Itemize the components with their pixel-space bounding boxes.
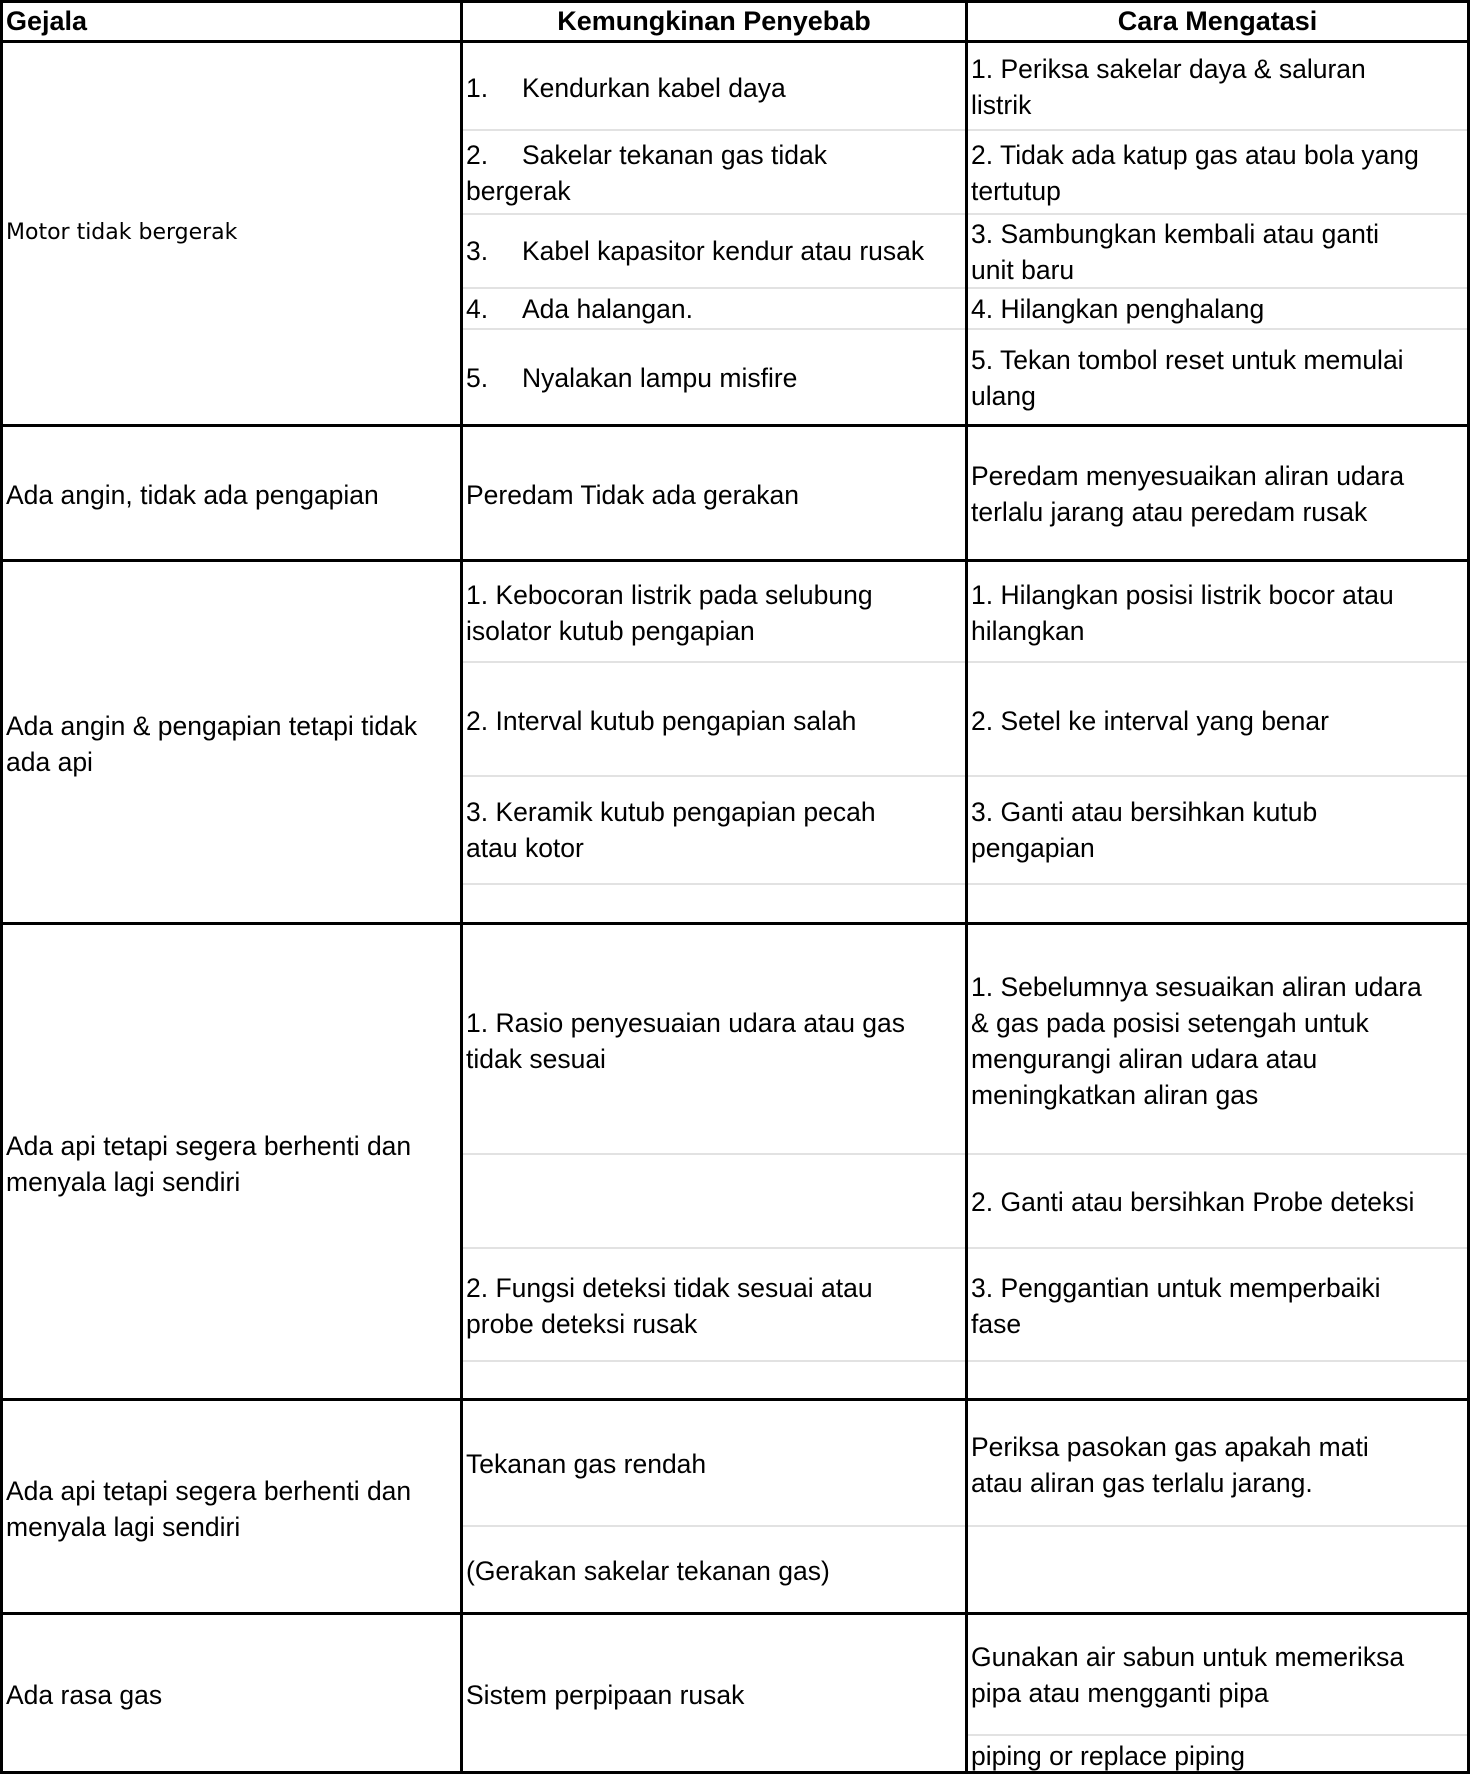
header-remedy: Cara Mengatasi [1117, 6, 1318, 36]
cause-text: 1. Rasio penyesuaian udara atau gas [466, 1008, 906, 1038]
cause-text: 1. Kebocoran listrik pada selubung [466, 580, 873, 610]
header-cause: Kemungkinan Penyebab [557, 6, 871, 36]
remedy-text: unit baru [971, 255, 1075, 285]
cause-text: Ada halangan. [522, 294, 693, 324]
remedy-text: 1. Periksa sakelar daya & saluran [971, 54, 1366, 84]
remedy-text: pengapian [971, 833, 1095, 863]
cause-text: 3. Keramik kutub pengapian pecah [466, 797, 876, 827]
table-border [0, 424, 1470, 427]
remedy-text: & gas pada posisi setengah untuk [971, 1008, 1369, 1038]
cause-text: 2. Fungsi deteksi tidak sesuai atau [466, 1273, 873, 1303]
symptom-cell: ada api [6, 747, 93, 777]
remedy-text: atau aliran gas terlalu jarang. [971, 1468, 1313, 1498]
cause-text: Tekanan gas rendah [466, 1449, 707, 1479]
remedy-text: pipa atau mengganti pipa [971, 1678, 1269, 1708]
cause-item [466, 70, 786, 106]
symptom-cell: Motor tidak bergerak [6, 220, 238, 245]
remedy-text: Gunakan air sabun untuk memeriksa [971, 1642, 1405, 1672]
cause-item [466, 233, 924, 269]
remedy-text: 2. Tidak ada katup gas atau bola yang [971, 140, 1419, 170]
cause-item [466, 360, 797, 396]
symptom-cell: Ada angin & pengapian tetapi tidak [6, 711, 418, 741]
gridline [968, 1734, 1468, 1736]
cause-text: bergerak [466, 176, 571, 206]
cause-text: (Gerakan sakelar tekanan gas) [466, 1556, 830, 1586]
table-border [0, 1398, 1470, 1401]
table-border [0, 922, 1470, 925]
cause-item [466, 291, 693, 327]
remedy-text: 3. Sambungkan kembali atau ganti [971, 219, 1380, 249]
cause-text: isolator kutub pengapian [466, 616, 755, 646]
symptom-cell: menyala lagi sendiri [6, 1512, 241, 1542]
table-border [0, 1612, 1470, 1615]
cause-text: tidak sesuai [466, 1044, 606, 1074]
symptom-cell: Ada angin, tidak ada pengapian [6, 480, 379, 510]
table-border [0, 1771, 1470, 1774]
cause-text: 2. Interval kutub pengapian salah [466, 706, 857, 736]
remedy-text: listrik [971, 90, 1032, 120]
remedy-text: 1. Sebelumnya sesuaikan aliran udara [971, 972, 1422, 1002]
cause-text: probe deteksi rusak [466, 1309, 698, 1339]
cause-text: Sakelar tekanan gas tidak [522, 140, 827, 170]
cause-text: Sistem perpipaan rusak [466, 1680, 745, 1710]
remedy-text: 2. Setel ke interval yang benar [971, 706, 1329, 736]
cause-item [466, 137, 827, 173]
table-border [0, 0, 3, 1774]
remedy-text: meningkatkan aliran gas [971, 1080, 1259, 1110]
table-border [1467, 0, 1470, 1774]
remedy-text: Peredam menyesuaikan aliran udara [971, 461, 1405, 491]
remedy-text: 1. Hilangkan posisi listrik bocor atau [971, 580, 1394, 610]
remedy-text: Periksa pasokan gas apakah mati [971, 1432, 1369, 1462]
table-border [965, 0, 968, 1774]
symptom-cell: Ada api tetapi segera berhenti dan [6, 1476, 412, 1506]
remedy-text: ulang [971, 381, 1036, 411]
remedy-text: terlalu jarang atau peredam rusak [971, 497, 1368, 527]
symptom-cell: Ada rasa gas [6, 1680, 163, 1710]
cause-number: 3. [466, 236, 489, 266]
table-border [460, 0, 463, 1774]
remedy-text: 4. Hilangkan penghalang [971, 294, 1265, 324]
remedy-text: 3. Ganti atau bersihkan kutub [971, 797, 1318, 827]
remedy-text: 3. Penggantian untuk memperbaiki [971, 1273, 1381, 1303]
cause-number: 4. [466, 294, 489, 324]
cause-number: 1. [466, 73, 489, 103]
symptom-cell: menyala lagi sendiri [6, 1167, 241, 1197]
cause-text: Kabel kapasitor kendur atau rusak [522, 236, 925, 266]
cause-text: Peredam Tidak ada gerakan [466, 480, 799, 510]
remedy-text: 2. Ganti atau bersihkan Probe deteksi [971, 1187, 1415, 1217]
remedy-text: hilangkan [971, 616, 1085, 646]
remedy-text: mengurangi aliran udara atau [971, 1044, 1318, 1074]
cause-text: atau kotor [466, 833, 584, 863]
cause-text: Kendurkan kabel daya [522, 73, 786, 103]
remedy-text: fase [971, 1309, 1022, 1339]
remedy-text: 5. Tekan tombol reset untuk memulai [971, 345, 1404, 375]
cause-text: Nyalakan lampu misfire [522, 363, 798, 393]
header-symptom: Gejala [6, 6, 88, 36]
remedy-text: piping or replace piping [971, 1741, 1246, 1771]
table-border [0, 40, 1470, 43]
cause-number: 2. [466, 140, 489, 170]
table-border [0, 559, 1470, 562]
symptom-cell: Ada api tetapi segera berhenti dan [6, 1131, 412, 1161]
cause-number: 5. [466, 363, 489, 393]
remedy-text: tertutup [971, 176, 1061, 206]
